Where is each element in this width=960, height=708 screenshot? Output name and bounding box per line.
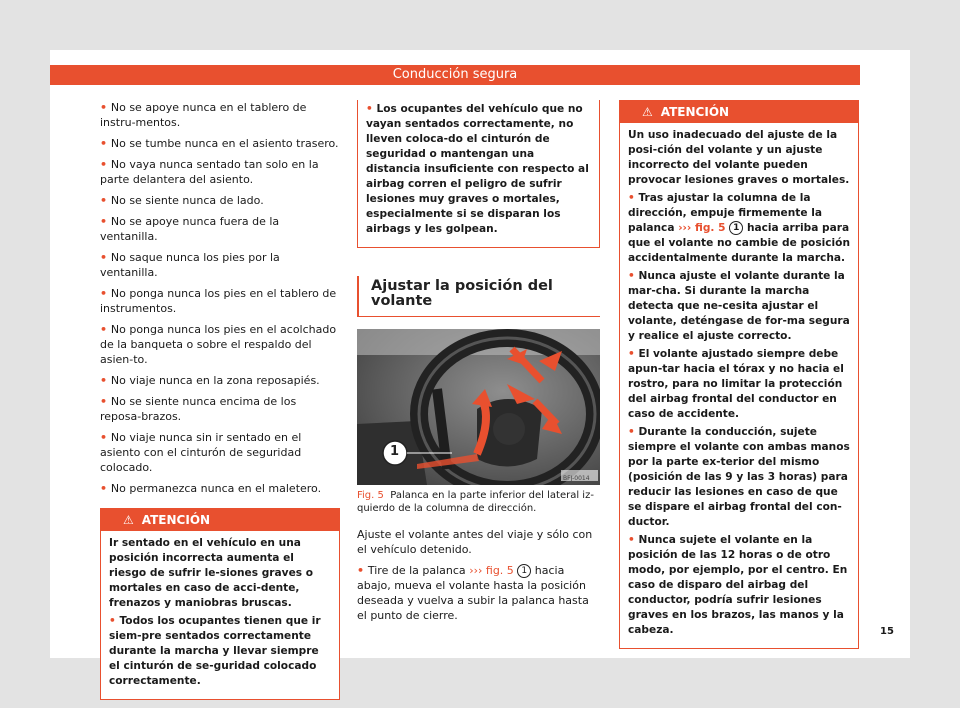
figure-steering-wheel <box>357 329 600 485</box>
bullet-icon: • <box>100 395 111 408</box>
bullet-icon: • <box>100 158 111 171</box>
column-middle <box>357 100 600 623</box>
bullet-icon: • <box>100 137 111 150</box>
bullet-icon: • <box>628 270 639 282</box>
bullet-icon: • <box>100 323 111 336</box>
cross-ref-arrows: ››› <box>469 564 483 577</box>
figure-code: BFJ-0014 <box>563 475 590 482</box>
paragraph: Ajuste el volante antes del viaje y sólo con el vehículo detenido. <box>357 528 593 556</box>
figure-caption: Fig. 5 Palanca en la parte inferior del lateral iz-quierdo de la columna de dirección. <box>357 490 594 514</box>
steering-wheel-illustration <box>357 329 600 485</box>
bullet-icon: • <box>109 615 120 627</box>
warning-body: Ir sentado en el vehículo en una posición incorrecta aumenta el riesgo de sufrir le-siones graves o mortales en caso de acci-dente, frenazos y maniobras bruscas. • Todos los ocupantes tienen que ir siem-pre sentados correctamente durante la marcha y llevar siempre el cinturón de se-guridad colocado correctamente. <box>101 531 339 699</box>
list-item: • No se tumbe nunca en el asiento trasero. <box>100 137 339 150</box>
column-right <box>619 100 859 649</box>
list-item: • Tire de la palanca ››› fig. 5 1 hacia abajo, mueva el volante hasta la posición deseada y vuelva a subir la palanca hasta el punto de cierre. <box>357 564 589 622</box>
bullet-icon: • <box>628 426 639 438</box>
callout-ref: 1 <box>729 221 743 235</box>
warning-header: ⚠ ATENCIÓN <box>101 509 339 531</box>
list-item: • Los ocupantes del vehículo que no vayan sentados correctamente, no lleven coloca-do el cinturón de seguridad o mantengan una distancia insuficiente con respecto al airbag corren el peligro de sufrir lesiones muy graves o mortales, especialmente si se disparan los airbags y les golpean. <box>366 103 589 235</box>
section-title: Ajustar la posición del volante <box>357 276 600 317</box>
callout-ref: 1 <box>517 564 531 578</box>
warning-box <box>619 100 859 649</box>
list-item: • Nunca sujete el volante en la posición de las 12 horas o de otro modo, por ejemplo, por el centro. En caso de disparo del airbag del conductor, podría sufrir lesiones graves en los brazos, las manos y la cabeza. <box>628 534 848 636</box>
bullet-icon: • <box>100 431 111 444</box>
list-item: • No ponga nunca los pies en el acolchado de la banqueta o sobre el respaldo del asien-to. <box>100 323 337 366</box>
figure-link[interactable]: fig. 5 <box>485 564 514 577</box>
bullet-icon: • <box>628 192 639 204</box>
page-number: 15 <box>880 626 894 637</box>
warning-triangle-icon: ⚠ <box>642 105 653 119</box>
list-item: • No permanezca nunca en el maletero. <box>100 482 322 495</box>
list-item: • Nunca ajuste el volante durante la mar-cha. Si durante la marcha detecta que ne-cesita ajustar el volante, deténgase de for-ma segura y realice el ajuste correcto. <box>628 270 850 342</box>
warning-body: Un uso inadecuado del ajuste de la posi-ción del volante y un ajuste incorrecto del volante pueden provocar lesiones graves o mortales. • Tras ajustar la columna de la dirección, empuje firmemente la palanca ››› fig. 5 1 hacia arriba para que el volante no cambie de posición accidentalmente durante la marcha. • Nunca ajuste el volante durante la mar-cha. Si durante la marcha detecta que ne-cesita ajustar el volante, deténgase de for-ma segura y realice el ajuste correcto. • El volante ajustado siempre debe apun-tar hacia el tórax y no hacia el rostro, para no limitar la protección del airbag frontal del conductor en caso de accidente. • Durante la conducción, sujete siempre el volante con ambas manos por la parte ex-terior del mismo (posición de las 9 y las 3 horas) para reducir las lesiones en caso de que se dispare el airbag frontal del con-ductor. • Nunca sujete el volante en la posición de las 12 horas o de otro modo, por ejemplo, por el centro. En caso de disparo del airbag del conductor, podría sufrir lesiones graves en los brazos, las manos y la cabeza. <box>628 129 850 636</box>
list-item: • No viaje nunca sin ir sentado en el asiento con el cinturón de seguridad colocado. <box>100 431 302 474</box>
bullet-icon: • <box>100 482 111 495</box>
list-item: • No vaya nunca sentado tan solo en la parte delantera del asiento. <box>100 158 319 186</box>
list-item: • Todos los ocupantes tienen que ir siem-pre sentados correctamente durante la marcha y llevar siempre el cinturón de se-guridad colocado correctamente. <box>109 615 321 687</box>
bullet-icon: • <box>100 215 111 228</box>
list-item: • Durante la conducción, sujete siempre el volante con ambas manos por la parte ex-terior del mismo (posición de las 9 y las 3 horas) para reducir las lesiones en caso de que se dispare el airbag frontal del con-ductor. <box>628 426 850 528</box>
bullet-icon: • <box>100 374 111 387</box>
figure-link[interactable]: fig. 5 <box>695 222 726 234</box>
list-item: • No viaje nunca en la zona reposapiés. <box>100 374 320 387</box>
callout-number: 1 <box>390 444 400 459</box>
warning-header: ⚠ ATENCIÓN <box>620 101 858 123</box>
list-item: • No se siente nunca de lado. <box>100 194 264 207</box>
warning-box <box>100 508 340 700</box>
bullet-icon: • <box>100 101 111 114</box>
bullet-icon: • <box>366 103 377 115</box>
bullet-icon: • <box>100 251 111 264</box>
list-item: • El volante ajustado siempre debe apun-tar hacia el tórax y no hacia el rostro, para no limitar la protección del airbag frontal del conductor en caso de accidente. <box>628 348 844 420</box>
warning-triangle-icon: ⚠ <box>123 513 134 527</box>
list-item: • No saque nunca los pies por la ventanilla. <box>100 251 280 279</box>
bullet-icon: • <box>357 564 368 577</box>
list-item: • No se apoye nunca fuera de la ventanilla. <box>100 215 280 243</box>
column-left <box>100 100 340 700</box>
list-item: • Tras ajustar la columna de la dirección, empuje firmemente la palanca ››› fig. 5 1 hacia arriba para que el volante no cambie de posición accidentalmente durante la marcha. <box>628 192 850 264</box>
page-header: Conducción segura <box>50 65 860 85</box>
list-item: • No se siente nunca encima de los reposa-brazos. <box>100 395 297 423</box>
list-item: • No se apoye nunca en el tablero de instru-mentos. <box>100 101 307 129</box>
bullet-icon: • <box>628 534 639 546</box>
bullet-icon: • <box>100 194 111 207</box>
bullet-icon: • <box>100 287 111 300</box>
list-item: • No ponga nunca los pies en el tablero de instrumentos. <box>100 287 337 315</box>
bullet-icon: • <box>628 348 639 360</box>
warning-box-continued <box>357 100 600 248</box>
